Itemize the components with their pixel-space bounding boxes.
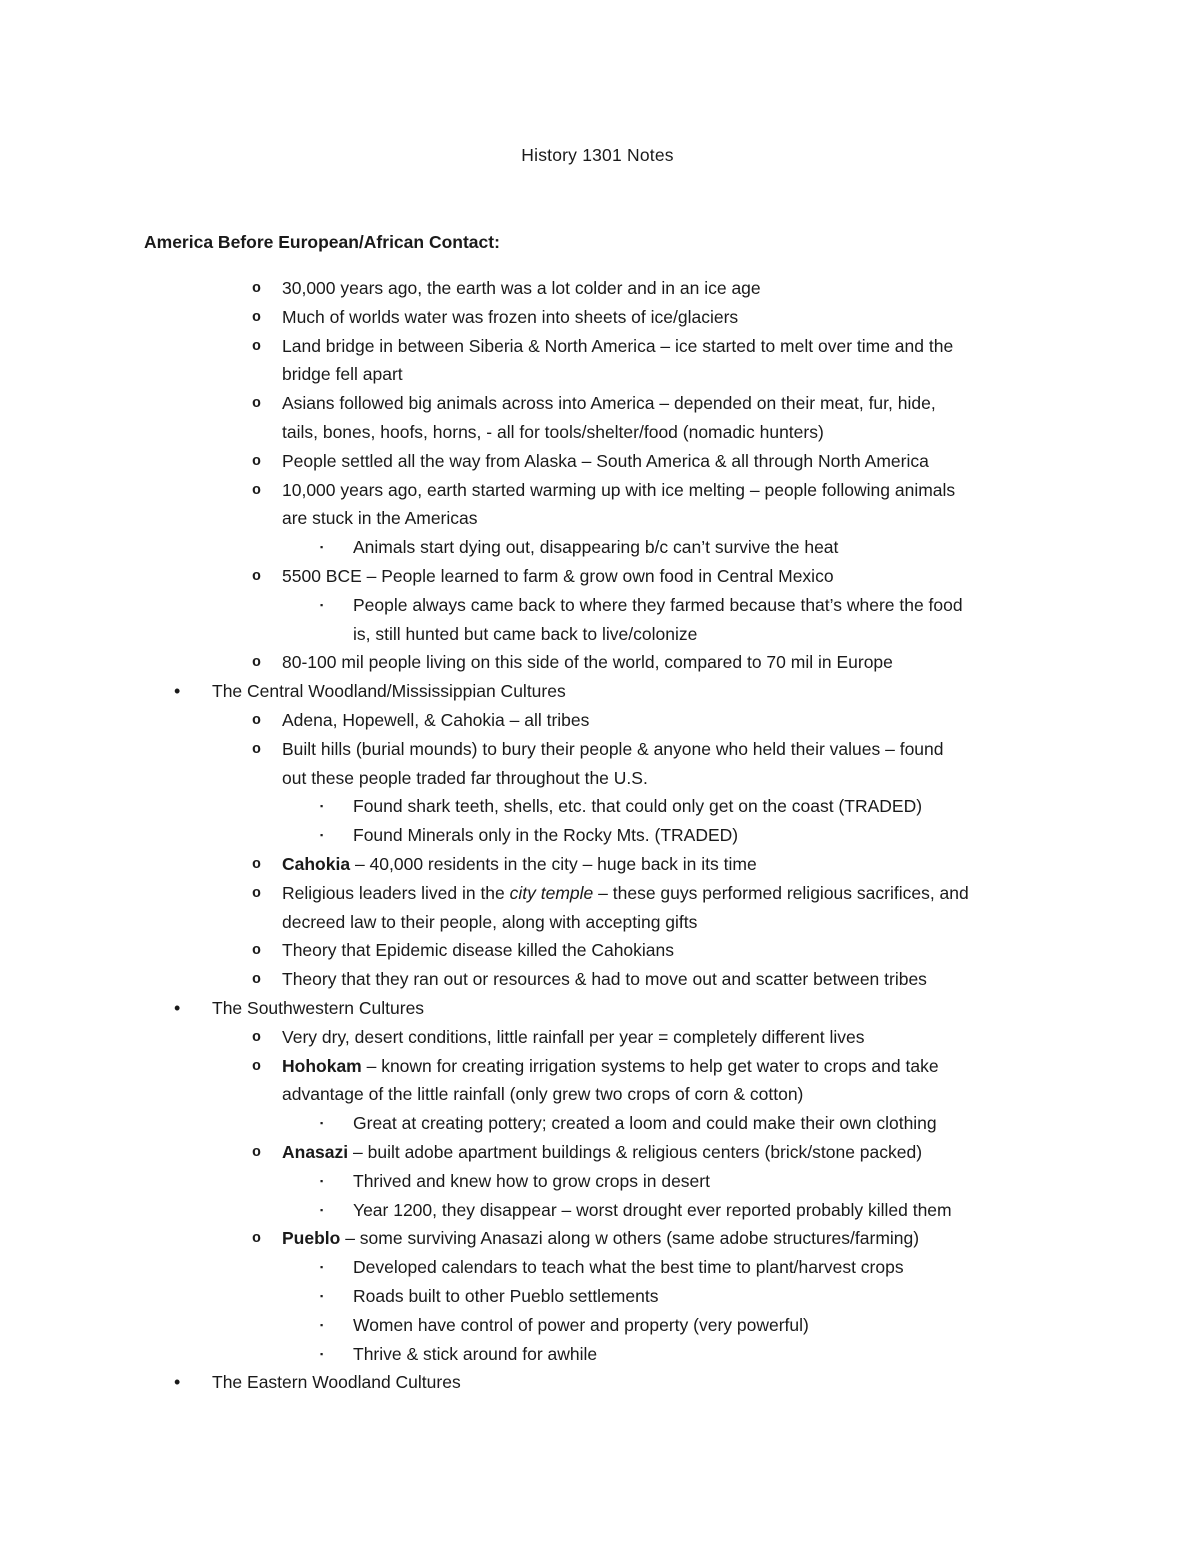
note-text: Animals start dying out, disappearing b/c can’t survive the heat: [353, 537, 839, 558]
note-text: Theory that Epidemic disease killed the Cahokians: [282, 940, 675, 961]
circle-bullet-icon: o: [252, 568, 262, 585]
square-bullet-icon: ▪: [320, 830, 324, 841]
note-line: [282, 1083, 803, 1105]
note-line: [282, 1055, 939, 1077]
note-text: Adena, Hopewell, & Cahokia – all tribes: [282, 710, 590, 730]
note-text: 30,000 years ago, the earth was a lot colder and in an ice age: [282, 278, 761, 298]
note-text: are stuck in the Americas: [282, 508, 478, 529]
square-bullet-icon: ▪: [320, 599, 324, 610]
note-text: 80-100 mil people living on this side of the world, compared to 70 mil in Europe: [282, 652, 893, 673]
circle-bullet-icon: o: [252, 856, 262, 873]
note-term: Anasazi: [282, 1142, 349, 1162]
note-line: [282, 507, 478, 529]
circle-bullet-icon: o: [252, 481, 262, 499]
note-emphasis: city temple: [509, 882, 594, 903]
note-line: [353, 824, 738, 846]
circle-bullet-icon: o: [252, 971, 262, 989]
note-text-continued: – these guys performed religious sacrifices, and: [593, 882, 969, 903]
note-line: [282, 565, 834, 587]
circle-bullet-icon: o: [252, 395, 262, 413]
note-text: is, still hunted but came back to live/colonize: [353, 623, 698, 644]
note-text: Great at creating pottery; created a loom and could make their own clothing: [353, 1113, 937, 1134]
note-line: [282, 651, 893, 673]
note-text: out these people traded far throughout the U.S.: [282, 767, 648, 788]
note-text: Found Minerals only in the Rocky Mts. (TRADED): [353, 825, 739, 846]
note-line: [353, 1256, 904, 1278]
circle-bullet-icon: o: [252, 884, 262, 902]
square-bullet-icon: ▪: [320, 1262, 324, 1273]
note-text: Land bridge in between Siberia & North America – ice started to melt over time and the: [282, 335, 954, 356]
note-line: [212, 997, 424, 1019]
note-text: Very dry, desert conditions, little rainfall per year = completely different lives: [282, 1026, 865, 1047]
note-line: [282, 392, 936, 414]
note-text: People settled all the way from Alaska – South America & all through North America: [282, 450, 929, 471]
note-text: Year 1200, they disappear – worst drought ever reported probably killed them: [353, 1199, 952, 1220]
note-text: Religious leaders lived in the: [282, 882, 510, 903]
note-line: [353, 594, 963, 616]
square-bullet-icon: ▪: [320, 542, 324, 553]
page-title: History 1301 Notes: [521, 145, 674, 165]
note-line: [282, 1026, 864, 1048]
square-bullet-icon: ▪: [320, 1118, 324, 1129]
note-text: decreed law to their people, along with accepting gifts: [282, 911, 698, 932]
square-bullet-icon: ▪: [320, 1319, 324, 1330]
square-bullet-icon: ▪: [320, 1348, 324, 1359]
note-text: – known for creating irrigation systems to help get water to crops and take: [361, 1055, 939, 1076]
note-line: [282, 767, 648, 789]
square-bullet-icon: ▪: [320, 1175, 324, 1186]
note-text: People always came back to where they farmed because that’s where the food: [353, 594, 963, 615]
note-line: [282, 277, 761, 299]
note-text: Asians followed big animals across into America – depended on their meat, fur, hide,: [282, 393, 936, 414]
circle-bullet-icon: o: [252, 1230, 262, 1248]
note-text: Thrived and knew how to grow crops in desert: [353, 1170, 710, 1191]
note-term: Pueblo: [282, 1228, 341, 1249]
note-text: The Central Woodland/Mississippian Cultures: [212, 681, 566, 702]
note-line: [282, 479, 955, 501]
note-text: – 40,000 residents in the city – huge back in its time: [350, 854, 757, 874]
note-term: Cahokia: [282, 854, 351, 874]
note-line: [282, 882, 969, 904]
note-line: [212, 680, 566, 702]
note-line: [282, 421, 824, 443]
note-line: [353, 1314, 809, 1336]
note-line: [212, 1371, 461, 1393]
note-line: [353, 536, 838, 558]
circle-bullet-icon: o: [252, 308, 262, 326]
section-heading: America Before European/African Contact:: [144, 232, 500, 252]
note-line: [282, 450, 929, 472]
note-text: Developed calendars to teach what the best time to plant/harvest crops: [353, 1257, 904, 1278]
note-text: – built adobe apartment buildings & religious centers (brick/stone packed): [348, 1142, 923, 1162]
circle-bullet-icon: o: [252, 452, 262, 470]
circle-bullet-icon: o: [252, 1144, 262, 1161]
note-text: Built hills (burial mounds) to bury their people & anyone who held their values – found: [282, 738, 944, 759]
note-line: [353, 1199, 952, 1221]
note-text: – some surviving Anasazi along w others (same adobe structures/farming): [340, 1228, 920, 1249]
note-line: [353, 1285, 658, 1307]
circle-bullet-icon: o: [252, 942, 262, 960]
bullet-icon: •: [174, 1372, 181, 1393]
note-line: [282, 939, 674, 961]
note-text: bridge fell apart: [282, 364, 403, 385]
note-line: [282, 335, 953, 357]
square-bullet-icon: ▪: [320, 1291, 324, 1301]
note-line: [282, 363, 403, 385]
circle-bullet-icon: o: [252, 1028, 262, 1046]
note-text: tails, bones, hoofs, horns, - all for tools/shelter/food (nomadic hunters): [282, 422, 824, 442]
note-text: Found shark teeth, shells, etc. that could only get on the coast (TRADED): [353, 796, 923, 817]
note-line: [282, 911, 697, 933]
square-bullet-icon: ▪: [320, 1204, 324, 1215]
note-text: Roads built to other Pueblo settlements: [353, 1286, 659, 1306]
circle-bullet-icon: o: [252, 712, 262, 729]
note-line: [353, 795, 922, 817]
note-text: The Eastern Woodland Cultures: [212, 1372, 461, 1393]
circle-bullet-icon: o: [252, 1057, 262, 1075]
circle-bullet-icon: o: [252, 740, 262, 758]
note-line: [282, 709, 589, 731]
square-bullet-icon: ▪: [320, 801, 324, 812]
circle-bullet-icon: o: [252, 280, 262, 297]
note-line: [282, 1227, 919, 1249]
note-text: 10,000 years ago, earth started warming up with ice melting – people following animals: [282, 479, 956, 500]
circle-bullet-icon: o: [252, 337, 262, 355]
note-text: Much of worlds water was frozen into sheets of ice/glaciers: [282, 306, 739, 327]
note-line: [282, 1141, 922, 1163]
note-line: [353, 1343, 597, 1365]
bullet-icon: •: [174, 681, 181, 702]
note-text: Thrive & stick around for awhile: [353, 1343, 598, 1364]
note-text: Theory that they ran out or resources & had to move out and scatter between tribes: [282, 969, 927, 990]
note-line: [353, 1112, 937, 1134]
note-line: [282, 738, 944, 760]
circle-bullet-icon: o: [252, 654, 262, 672]
note-term: Hohokam: [282, 1055, 362, 1076]
note-text: The Southwestern Cultures: [212, 998, 425, 1018]
note-line: [282, 306, 738, 328]
note-line: [353, 623, 697, 645]
bullet-icon: •: [174, 998, 181, 1018]
note-text: advantage of the little rainfall (only grew two crops of corn & cotton): [282, 1084, 804, 1105]
note-text: Women have control of power and property (very powerful): [353, 1314, 809, 1335]
note-text: 5500 BCE – People learned to farm & grow own food in Central Mexico: [282, 566, 834, 586]
note-line: [282, 853, 757, 875]
note-line: [353, 1170, 710, 1192]
note-line: [282, 968, 927, 990]
